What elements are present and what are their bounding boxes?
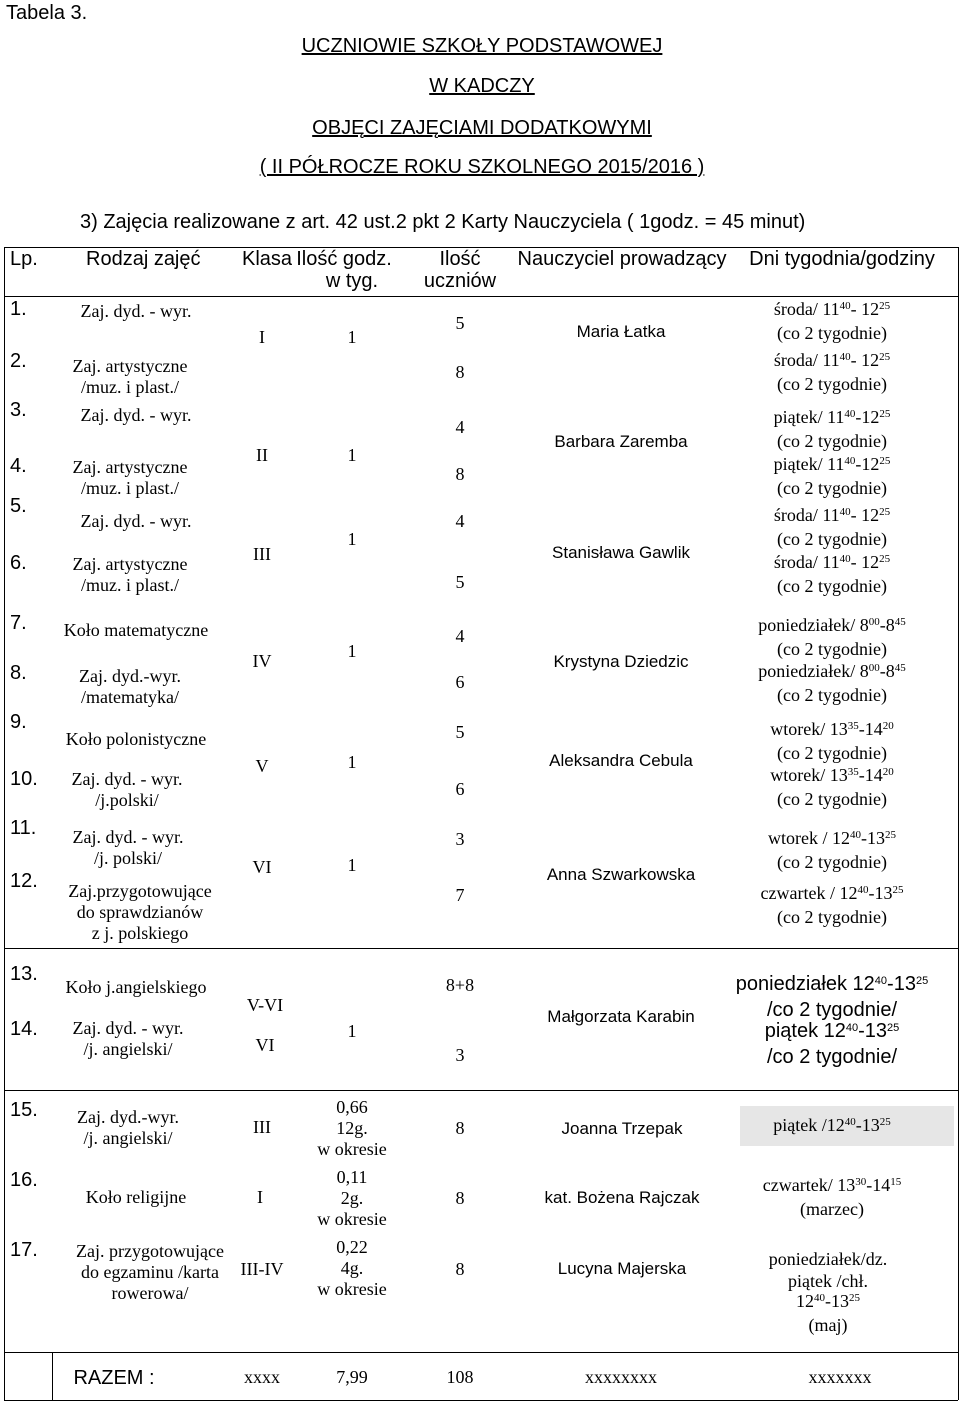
student-count: 8 bbox=[455, 1118, 465, 1138]
weekly-hours: 1 bbox=[347, 641, 357, 661]
activity-name: /muz. i plast./ bbox=[81, 478, 179, 498]
group-separator bbox=[4, 948, 958, 949]
class-name: I bbox=[257, 1187, 263, 1207]
time-text: poniedziałek 12 bbox=[735, 973, 875, 995]
class-name: V-VI bbox=[246, 995, 284, 1015]
student-count: 8 bbox=[455, 362, 465, 382]
schedule-note: /co 2 tygodnie/ bbox=[766, 1046, 898, 1068]
hours-per-term: 0,66 bbox=[336, 1097, 368, 1117]
time-text: -14 bbox=[858, 719, 883, 739]
class-name: IV bbox=[252, 651, 272, 671]
student-count: 8+8 bbox=[445, 975, 475, 995]
schedule-note: (co 2 tygodnie) bbox=[777, 529, 887, 549]
time-text: piątek 12 bbox=[764, 1020, 846, 1042]
activity-name: Zaj.przygotowujące bbox=[68, 881, 212, 901]
teacher-name: Barbara Zaremba bbox=[554, 432, 688, 451]
activity-name: Koło polonistyczne bbox=[65, 729, 207, 749]
time-text: czwartek / 12 bbox=[760, 883, 858, 903]
student-count: 5 bbox=[455, 313, 465, 333]
time-text: -8 bbox=[879, 661, 895, 681]
schedule-note: (co 2 tygodnie) bbox=[777, 478, 887, 498]
time-superscript: 15 bbox=[890, 1176, 902, 1188]
schedule-time bbox=[774, 408, 891, 426]
weekly-hours: 1 bbox=[347, 327, 357, 347]
schedule-time bbox=[774, 351, 890, 369]
row-number: 16. bbox=[10, 1169, 38, 1191]
teacher-name: Małgorzata Karabin bbox=[547, 1007, 695, 1026]
schedule-note: (marzec) bbox=[800, 1199, 864, 1219]
student-count: 8 bbox=[455, 1259, 465, 1279]
time-superscript: 25 bbox=[879, 408, 891, 420]
schedule-time bbox=[763, 1176, 901, 1194]
hours-per-term: 4g. bbox=[340, 1258, 364, 1278]
time-superscript: 00 bbox=[868, 616, 880, 628]
document-title-line: W KADCZY bbox=[429, 75, 535, 97]
activity-name: /matematyka/ bbox=[81, 687, 179, 707]
class-name: VI bbox=[252, 857, 272, 877]
time-superscript: 20 bbox=[882, 720, 894, 732]
time-text: środa/ 11 bbox=[773, 505, 840, 525]
schedule-time bbox=[773, 1116, 890, 1134]
teacher-name: Joanna Trzepak bbox=[561, 1119, 683, 1138]
teacher-name: Aleksandra Cebula bbox=[549, 751, 693, 770]
weekly-hours: 1 bbox=[347, 529, 357, 549]
schedule-note: (co 2 tygodnie) bbox=[777, 639, 887, 659]
time-superscript: 25 bbox=[892, 884, 904, 896]
class-name: II bbox=[256, 445, 268, 465]
table-caption: Tabela 3. bbox=[6, 2, 88, 24]
activity-name: Zaj. dyd.-wyr. bbox=[79, 666, 181, 686]
time-text: środa/ 11 bbox=[773, 552, 840, 572]
student-count: 6 bbox=[455, 779, 465, 799]
row-number: 9. bbox=[10, 711, 27, 733]
time-superscript: 35 bbox=[847, 720, 859, 732]
table-top-rule bbox=[4, 247, 958, 248]
column-header-uczniow: Ilość bbox=[439, 248, 481, 270]
schedule-time bbox=[774, 300, 890, 318]
time-superscript: 20 bbox=[882, 766, 894, 778]
class-name: V bbox=[255, 756, 269, 776]
schedule-time bbox=[761, 884, 904, 902]
teacher-name: Krystyna Dziedzic bbox=[553, 652, 689, 671]
time-superscript: 40 bbox=[814, 1292, 825, 1304]
teacher-name: Stanisława Gawlik bbox=[552, 543, 690, 562]
row-number: 1. bbox=[10, 298, 27, 320]
total-students: 108 bbox=[446, 1367, 474, 1387]
class-name: III bbox=[253, 544, 271, 564]
total-top-rule bbox=[4, 1352, 958, 1353]
document-subtitle: 3) Zajęcia realizowane z art. 42 ust.2 pkt 2 Karty Nauczyciela ( 1godz. = 45 minut) bbox=[80, 211, 806, 233]
time-superscript: 40 bbox=[839, 553, 851, 565]
time-text: 12 bbox=[796, 1291, 814, 1311]
time-text: wtorek / 12 bbox=[768, 828, 850, 848]
hours-per-term: 12g. bbox=[336, 1118, 368, 1138]
activity-name: Zaj. artystyczne bbox=[72, 356, 188, 376]
schedule-time bbox=[758, 616, 905, 634]
time-text: - 12 bbox=[850, 350, 880, 370]
class-name: III bbox=[253, 1117, 271, 1137]
time-text: środa/ 11 bbox=[773, 299, 840, 319]
schedule-note: (co 2 tygodnie) bbox=[777, 431, 887, 451]
time-text: piątek/ 11 bbox=[773, 454, 845, 474]
schedule-time bbox=[774, 553, 890, 571]
student-count: 8 bbox=[455, 1188, 465, 1208]
activity-name: do sprawdzianów bbox=[76, 902, 204, 922]
column-header-godziny: Ilość godz. bbox=[296, 248, 392, 270]
row-number: 12. bbox=[10, 870, 38, 892]
column-header-lp: Lp. bbox=[10, 248, 38, 270]
time-superscript: 25 bbox=[879, 351, 891, 363]
time-superscript: 40 bbox=[849, 829, 861, 841]
activity-name: /muz. i plast./ bbox=[81, 575, 179, 595]
time-superscript: 25 bbox=[879, 455, 891, 467]
row-number: 4. bbox=[10, 455, 27, 477]
time-text: -13 bbox=[868, 883, 893, 903]
time-text: - 12 bbox=[850, 552, 880, 572]
activity-name: /j. angielski/ bbox=[83, 1128, 173, 1148]
schedule-note: (co 2 tygodnie) bbox=[777, 374, 887, 394]
time-superscript: 40 bbox=[844, 455, 856, 467]
student-count: 4 bbox=[455, 511, 465, 531]
weekly-hours: 1 bbox=[347, 855, 357, 875]
schedule-time bbox=[758, 662, 905, 680]
time-superscript: 40 bbox=[874, 975, 888, 987]
time-text: - 12 bbox=[850, 505, 880, 525]
time-superscript: 40 bbox=[844, 408, 856, 420]
time-superscript: 00 bbox=[868, 662, 880, 674]
time-superscript: 40 bbox=[845, 1022, 859, 1034]
column-header-nauczyciel: Nauczyciel prowadzący bbox=[517, 248, 727, 270]
student-count: 5 bbox=[455, 722, 465, 742]
header-bottom-rule bbox=[4, 296, 958, 297]
schedule-day: poniedziałek/dz. bbox=[768, 1249, 888, 1269]
time-text: - 12 bbox=[850, 299, 880, 319]
column-header-klasa: Klasa bbox=[242, 248, 293, 270]
student-count: 4 bbox=[455, 626, 465, 646]
column-header-rodzaj: Rodzaj zajęć bbox=[86, 248, 201, 270]
schedule-time bbox=[774, 455, 891, 473]
schedule-time bbox=[770, 720, 893, 738]
group-separator bbox=[4, 1090, 958, 1091]
teacher-name: kat. Bożena Rajczak bbox=[544, 1188, 700, 1207]
total-label: RAZEM : bbox=[73, 1367, 155, 1389]
time-superscript: 40 bbox=[839, 351, 851, 363]
row-number: 2. bbox=[10, 350, 27, 372]
time-text: -12 bbox=[855, 407, 880, 427]
student-count: 8 bbox=[455, 464, 465, 484]
time-text: piątek /12 bbox=[773, 1115, 845, 1135]
hours-per-term: w okresie bbox=[317, 1139, 387, 1159]
time-superscript: 25 bbox=[879, 506, 891, 518]
weekly-hours: 1 bbox=[347, 752, 357, 772]
time-superscript: 25 bbox=[849, 1292, 860, 1304]
row-number: 10. bbox=[10, 768, 38, 790]
student-count: 4 bbox=[455, 417, 465, 437]
activity-name: Koło matematyczne bbox=[63, 620, 209, 640]
class-name: VI bbox=[255, 1035, 275, 1055]
time-superscript: 25 bbox=[879, 553, 891, 565]
time-text: -14 bbox=[866, 1175, 891, 1195]
total-column-rule bbox=[52, 1352, 53, 1400]
activity-name: do egzaminu /karta bbox=[81, 1262, 219, 1282]
schedule-time bbox=[736, 974, 928, 994]
highlighted-cell bbox=[920, 1106, 954, 1146]
total-schedule: xxxxxxx bbox=[808, 1367, 872, 1387]
time-text: -14 bbox=[858, 765, 883, 785]
time-superscript: 25 bbox=[879, 1116, 891, 1128]
student-count: 5 bbox=[455, 572, 465, 592]
row-number: 6. bbox=[10, 552, 27, 574]
schedule-time bbox=[770, 766, 893, 784]
activity-name: z j. polskiego bbox=[91, 923, 189, 943]
time-superscript: 45 bbox=[894, 616, 906, 628]
time-superscript: 30 bbox=[855, 1176, 867, 1188]
schedule-note: (co 2 tygodnie) bbox=[777, 743, 887, 763]
schedule-note: (co 2 tygodnie) bbox=[777, 852, 887, 872]
total-teacher: xxxxxxxx bbox=[585, 1367, 657, 1387]
time-text: poniedziałek/ 8 bbox=[758, 661, 869, 681]
row-number: 14. bbox=[10, 1018, 38, 1040]
schedule-note: (maj) bbox=[808, 1315, 848, 1335]
time-text: wtorek/ 13 bbox=[770, 719, 848, 739]
activity-name: Koło j.angielskiego bbox=[65, 977, 207, 997]
column-header-godziny: w tyg. bbox=[325, 270, 379, 292]
teacher-name: Anna Szwarkowska bbox=[546, 865, 696, 884]
document-title-line: OBJĘCI ZAJĘCIAMI DODATKOWYMI bbox=[312, 117, 652, 139]
time-superscript: 40 bbox=[839, 506, 851, 518]
hours-per-term: w okresie bbox=[317, 1209, 387, 1229]
document-title-line: UCZNIOWIE SZKOŁY PODSTAWOWEJ bbox=[301, 35, 663, 57]
row-number: 5. bbox=[10, 495, 27, 517]
row-number: 15. bbox=[10, 1099, 38, 1121]
time-text: -8 bbox=[879, 615, 895, 635]
activity-name: Zaj. artystyczne bbox=[72, 554, 188, 574]
row-number: 13. bbox=[10, 963, 38, 985]
class-name: I bbox=[259, 327, 265, 347]
time-text: poniedziałek/ 8 bbox=[758, 615, 869, 635]
activity-name: /j.polski/ bbox=[95, 790, 159, 810]
schedule-day: piątek /chł. bbox=[788, 1271, 868, 1291]
time-text: -13 bbox=[887, 973, 916, 995]
weekly-hours: 1 bbox=[347, 1021, 357, 1041]
time-text: -13 bbox=[860, 828, 885, 848]
schedule-time bbox=[768, 829, 896, 847]
activity-name: rowerowa/ bbox=[111, 1283, 189, 1303]
total-bottom-rule bbox=[4, 1400, 958, 1401]
student-count: 3 bbox=[455, 829, 465, 849]
activity-name: Zaj. dyd. - wyr. bbox=[71, 769, 183, 789]
time-superscript: 40 bbox=[839, 300, 851, 312]
activity-name: Zaj. dyd. - wyr. bbox=[72, 827, 184, 847]
activity-name: /j. angielski/ bbox=[83, 1039, 173, 1059]
activity-name: /j. polski/ bbox=[93, 848, 163, 868]
schedule-note: /co 2 tygodnie/ bbox=[766, 999, 898, 1021]
schedule-note: (co 2 tygodnie) bbox=[777, 576, 887, 596]
table-left-rule bbox=[4, 247, 5, 1400]
teacher-name: Maria Łatka bbox=[576, 322, 666, 341]
time-superscript: 25 bbox=[915, 975, 929, 987]
activity-name: Zaj. dyd.-wyr. bbox=[77, 1107, 179, 1127]
time-superscript: 25 bbox=[887, 1022, 900, 1034]
document-title-line: ( II PÓŁROCZE ROKU SZKOLNEGO 2015/2016 ) bbox=[259, 156, 705, 178]
row-number: 17. bbox=[10, 1239, 38, 1261]
activity-name: Zaj. artystyczne bbox=[72, 457, 188, 477]
activity-name: Zaj. dyd. - wyr. bbox=[72, 1018, 184, 1038]
weekly-hours: 1 bbox=[347, 445, 357, 465]
time-superscript: 25 bbox=[879, 300, 891, 312]
time-text: piątek/ 11 bbox=[773, 407, 845, 427]
schedule-time bbox=[796, 1292, 860, 1310]
class-name: III-IV bbox=[240, 1259, 284, 1279]
time-text: -13 bbox=[855, 1115, 880, 1135]
student-count: 6 bbox=[455, 672, 465, 692]
student-count: 3 bbox=[455, 1045, 465, 1065]
hours-per-term: 0,22 bbox=[336, 1237, 368, 1257]
time-superscript: 35 bbox=[847, 766, 859, 778]
time-superscript: 40 bbox=[844, 1116, 856, 1128]
row-number: 7. bbox=[10, 612, 27, 634]
student-count: 7 bbox=[455, 885, 465, 905]
column-header-dni: Dni tygodnia/godziny bbox=[749, 248, 935, 270]
hours-per-term: w okresie bbox=[317, 1279, 387, 1299]
time-superscript: 45 bbox=[894, 662, 906, 674]
activity-name: Koło religijne bbox=[85, 1187, 187, 1207]
hours-per-term: 2g. bbox=[340, 1188, 364, 1208]
activity-name: Zaj. dyd. - wyr. bbox=[80, 511, 192, 531]
teacher-name: Lucyna Majerska bbox=[557, 1259, 687, 1278]
row-number: 11. bbox=[10, 817, 37, 839]
activity-name: /muz. i plast./ bbox=[81, 377, 179, 397]
schedule-time bbox=[765, 1021, 900, 1041]
schedule-note: (co 2 tygodnie) bbox=[777, 685, 887, 705]
schedule-time bbox=[774, 506, 890, 524]
row-number: 8. bbox=[10, 662, 27, 684]
schedule-note: (co 2 tygodnie) bbox=[777, 323, 887, 343]
activity-name: Zaj. przygotowujące bbox=[76, 1241, 224, 1261]
activity-name: Zaj. dyd. - wyr. bbox=[80, 301, 192, 321]
row-number: 3. bbox=[10, 399, 27, 421]
time-superscript: 25 bbox=[884, 829, 896, 841]
time-text: wtorek/ 13 bbox=[770, 765, 848, 785]
column-header-uczniow: uczniów bbox=[423, 270, 497, 292]
time-text: -12 bbox=[855, 454, 880, 474]
schedule-note: (co 2 tygodnie) bbox=[777, 789, 887, 809]
time-text: środa/ 11 bbox=[773, 350, 840, 370]
schedule-note: (co 2 tygodnie) bbox=[777, 907, 887, 927]
total-hours: 7,99 bbox=[336, 1367, 368, 1387]
total-klasa: xxxx bbox=[244, 1367, 280, 1387]
activity-name: Zaj. dyd. - wyr. bbox=[80, 405, 192, 425]
time-text: -13 bbox=[825, 1291, 849, 1311]
time-text: -13 bbox=[858, 1020, 888, 1042]
table-right-rule bbox=[958, 247, 959, 1400]
time-text: czwartek/ 13 bbox=[762, 1175, 856, 1195]
time-superscript: 40 bbox=[857, 884, 869, 896]
hours-per-term: 0,11 bbox=[336, 1167, 368, 1187]
total-column-rule bbox=[958, 1352, 959, 1400]
